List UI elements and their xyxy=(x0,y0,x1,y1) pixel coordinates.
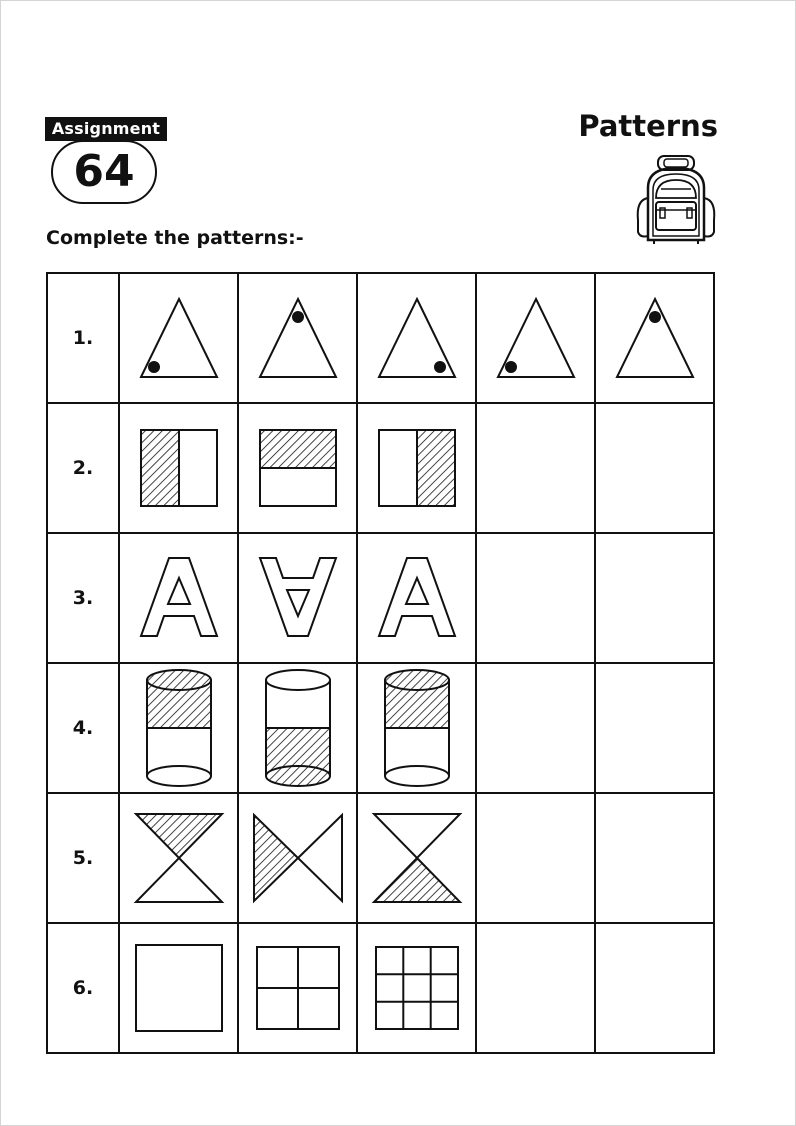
triangle-shape xyxy=(372,293,462,383)
pattern-cell xyxy=(238,923,357,1053)
pattern-cell xyxy=(119,923,238,1053)
square-grid-3x3 xyxy=(374,945,460,1031)
pattern-row-1 xyxy=(47,273,714,403)
pattern-cell xyxy=(595,273,714,403)
assignment-number: 64 xyxy=(51,140,157,204)
pattern-cell xyxy=(238,403,357,533)
pattern-cell xyxy=(357,273,476,403)
backpack-icon xyxy=(634,154,718,246)
pattern-row-4 xyxy=(47,663,714,793)
row-number: 6. xyxy=(47,923,119,1053)
row-number: 1. xyxy=(47,273,119,403)
pattern-cell xyxy=(357,403,476,533)
answer-cell[interactable] xyxy=(476,663,595,793)
pattern-cell xyxy=(238,273,357,403)
pattern-cell xyxy=(119,663,238,793)
outlined-letter-a xyxy=(377,556,457,640)
answer-cell[interactable] xyxy=(476,923,595,1053)
answer-cell[interactable] xyxy=(476,793,595,923)
answer-cell[interactable] xyxy=(595,663,714,793)
row-number: 3. xyxy=(47,533,119,663)
half-shaded-square xyxy=(139,428,219,508)
page-title: Patterns xyxy=(578,109,718,143)
pattern-grid xyxy=(46,272,715,1054)
triangle-shape xyxy=(134,293,224,383)
pattern-cell xyxy=(357,793,476,923)
pattern-cell xyxy=(119,403,238,533)
half-shaded-square xyxy=(258,428,338,508)
outlined-letter-a xyxy=(258,556,338,640)
pattern-row-6 xyxy=(47,923,714,1053)
answer-cell[interactable] xyxy=(476,403,595,533)
hourglass-shape xyxy=(133,812,225,904)
triangle-shape xyxy=(253,293,343,383)
hourglass-shape xyxy=(371,812,463,904)
half-shaded-cylinder xyxy=(381,668,453,788)
pattern-cell xyxy=(119,273,238,403)
answer-cell[interactable] xyxy=(595,533,714,663)
answer-cell[interactable] xyxy=(595,923,714,1053)
pattern-cell xyxy=(238,663,357,793)
outlined-letter-a xyxy=(139,556,219,640)
pattern-cell xyxy=(238,533,357,663)
assignment-badge: Assignment xyxy=(45,117,167,141)
pattern-cell xyxy=(119,793,238,923)
triangle-shape xyxy=(610,293,700,383)
pattern-cell xyxy=(238,793,357,923)
pattern-row-3 xyxy=(47,533,714,663)
pattern-cell xyxy=(357,923,476,1053)
square-grid-2x2 xyxy=(255,945,341,1031)
pattern-cell xyxy=(476,273,595,403)
answer-cell[interactable] xyxy=(595,793,714,923)
half-shaded-cylinder xyxy=(262,668,334,788)
row-number: 5. xyxy=(47,793,119,923)
half-shaded-cylinder xyxy=(143,668,215,788)
half-shaded-square xyxy=(377,428,457,508)
bowtie-shape xyxy=(252,812,344,904)
row-number: 2. xyxy=(47,403,119,533)
instruction-text: Complete the patterns:- xyxy=(46,227,304,249)
pattern-row-2 xyxy=(47,403,714,533)
pattern-cell xyxy=(357,533,476,663)
triangle-shape xyxy=(491,293,581,383)
pattern-cell xyxy=(357,663,476,793)
pattern-cell xyxy=(119,533,238,663)
answer-cell[interactable] xyxy=(595,403,714,533)
row-number: 4. xyxy=(47,663,119,793)
square-grid-1x1 xyxy=(134,943,224,1033)
answer-cell[interactable] xyxy=(476,533,595,663)
pattern-row-5 xyxy=(47,793,714,923)
